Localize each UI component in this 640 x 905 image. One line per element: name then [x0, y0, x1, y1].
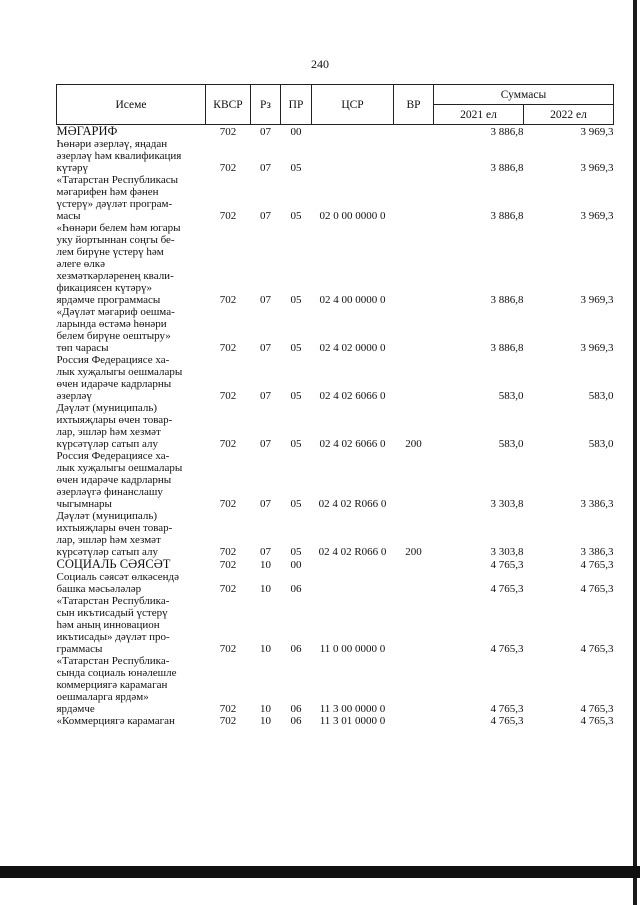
row-name [57, 558, 206, 571]
cell-rz: 07 [260, 546, 271, 558]
cell-vr [394, 655, 434, 715]
cell-csr: 02 4 02 0000 0 [319, 342, 386, 354]
row-name-line: лем бирүне үстерү һәм [56, 246, 164, 258]
cell-pr: 06 [290, 715, 302, 727]
header-year-2022: 2022 ел [524, 105, 614, 125]
table-row [57, 306, 614, 354]
cell-y2022: 583,0 [588, 390, 614, 402]
header-vr: ВР [394, 85, 434, 125]
cell-vr [394, 571, 434, 595]
cell-rz: 07 [260, 438, 271, 450]
row-name-line: өчен идарәче кадрларны [56, 474, 172, 486]
row-name-line: ихтыяҗлары өчен товар- [56, 522, 173, 534]
cell-vr [394, 354, 434, 402]
cell-kvsr: 702 [219, 559, 237, 571]
cell-y2022: 4 765,3 [580, 643, 614, 655]
cell-csr: 02 4 02 6066 0 [319, 390, 386, 402]
cell-y2021: 3 886,8 [490, 210, 524, 222]
row-name-line: МӘГАРИФ [56, 124, 118, 138]
cell-vr: 200 [405, 438, 422, 450]
cell-vr [394, 174, 434, 222]
scan-edge-bottom [0, 866, 640, 878]
row-name-line: сында социаль юнәлешле [56, 667, 177, 679]
cell-pr: 05 [290, 294, 302, 306]
cell-kvsr: 702 [219, 210, 237, 222]
cell-y2022: 4 765,3 [580, 559, 614, 571]
cell-pr: 00 [290, 126, 302, 138]
cell-kvsr: 702 [219, 643, 237, 655]
row-name-line: күрсәтүләр сатып алу [56, 438, 158, 450]
row-name-line: чыгымнары [56, 498, 112, 510]
header-pr: ПР [281, 85, 312, 125]
cell-y2021: 4 765,3 [490, 703, 524, 715]
header-name: Исеме [57, 85, 206, 125]
row-name-line: сын икътисадый үстерү [56, 607, 168, 619]
scan-edge-right [633, 0, 637, 905]
table-row [57, 354, 614, 402]
cell-rz: 07 [260, 342, 271, 354]
cell-csr [312, 571, 394, 595]
budget-table [56, 84, 614, 727]
cell-csr: 02 4 00 0000 0 [319, 294, 386, 306]
row-name-line: әзерләү һәм квалификация [56, 150, 182, 162]
cell-rz: 07 [260, 498, 271, 510]
cell-vr [394, 222, 434, 306]
row-name-line: лар, эшләр һәм хезмәт [56, 534, 161, 546]
row-name-line: мәгарифен һәм фәнен [56, 186, 159, 198]
cell-y2022: 4 765,3 [580, 703, 614, 715]
row-name-line: «Татарстан Республикасы [56, 174, 178, 186]
table-row [57, 222, 614, 306]
row-name-line: лык хуҗалыгы оешмалары [56, 366, 183, 378]
cell-pr: 05 [290, 498, 302, 510]
row-name-line: ларында өстәмә һөнәри [56, 318, 167, 330]
row-name [57, 655, 206, 715]
row-name-line: күтәрү [56, 162, 89, 174]
cell-pr: 05 [290, 342, 302, 354]
cell-csr: 02 4 02 R066 0 [318, 498, 387, 510]
cell-pr: 06 [290, 583, 302, 595]
row-name-line: күрсәтүләр сатып алу [56, 546, 158, 558]
cell-kvsr: 702 [219, 703, 237, 715]
table-row [57, 125, 614, 139]
cell-rz: 10 [260, 559, 271, 571]
cell-pr: 06 [290, 643, 302, 655]
row-name [57, 510, 206, 558]
cell-rz: 07 [260, 390, 271, 402]
row-name-line: Россия Федерациясе ха- [56, 354, 170, 366]
table-row [57, 715, 614, 727]
row-name-line: оешмаларга ярдәм» [56, 691, 149, 703]
cell-csr [312, 558, 394, 571]
cell-pr: 00 [290, 559, 302, 571]
cell-y2021: 583,0 [498, 438, 524, 450]
cell-csr [312, 125, 394, 139]
cell-kvsr: 702 [219, 162, 237, 174]
cell-y2021: 4 765,3 [490, 583, 524, 595]
cell-y2021: 4 765,3 [490, 559, 524, 571]
cell-pr: 05 [290, 210, 302, 222]
row-name-line: башка мәсьәләләр [56, 583, 142, 595]
cell-pr: 05 [290, 162, 302, 174]
row-name-line: хезмәткәрләренең квали- [56, 270, 174, 282]
table-row [57, 655, 614, 715]
cell-kvsr: 702 [219, 498, 237, 510]
cell-csr: 11 3 00 0000 0 [319, 703, 386, 715]
cell-y2022: 3 969,3 [580, 342, 614, 354]
cell-vr [394, 450, 434, 510]
row-name-line: төп чарасы [56, 342, 109, 354]
table-row [57, 558, 614, 571]
row-name-line: әзерләү [56, 390, 92, 402]
cell-rz: 10 [260, 643, 271, 655]
cell-rz: 07 [260, 294, 271, 306]
table-row [57, 571, 614, 595]
row-name-line: «Һөнәри белем һәм югары [56, 222, 181, 234]
cell-vr: 200 [405, 546, 422, 558]
table-row [57, 510, 614, 558]
table-row [57, 595, 614, 655]
header-kvsr: КВСР [206, 85, 251, 125]
cell-vr [394, 125, 434, 139]
cell-y2021: 3 886,8 [490, 342, 524, 354]
cell-y2021: 4 765,3 [490, 715, 524, 727]
row-name-line: уку йортыннан соңгы бе- [56, 234, 175, 246]
table-body [57, 125, 614, 728]
row-name-line: әлеге өлкә [56, 258, 105, 270]
row-name-line: Социаль сәясәт өлкәсендә [56, 571, 179, 583]
row-name [57, 125, 206, 139]
row-name-line: «Коммерциягә карамаган [56, 715, 175, 727]
row-name-line: «Дәүләт мәгариф оешма- [56, 306, 175, 318]
cell-y2022: 3 969,3 [580, 294, 614, 306]
row-name-line: граммасы [56, 643, 103, 655]
row-name [57, 402, 206, 450]
cell-rz: 10 [260, 583, 271, 595]
cell-y2021: 3 303,8 [490, 546, 524, 558]
cell-rz: 07 [260, 162, 271, 174]
row-name-line: һәм аның инновацион [56, 619, 160, 631]
cell-vr [394, 595, 434, 655]
row-name-line: ярдәмче программасы [56, 294, 161, 306]
cell-rz: 10 [260, 715, 271, 727]
cell-y2022: 3 386,3 [580, 546, 614, 558]
row-name-line: белем бирүне оештыру» [56, 330, 171, 342]
cell-kvsr: 702 [219, 390, 237, 402]
header-csr: ЦСР [312, 85, 394, 125]
row-name [57, 354, 206, 402]
cell-csr: 02 4 02 R066 0 [318, 546, 387, 558]
cell-kvsr: 702 [219, 546, 237, 558]
cell-kvsr: 702 [219, 126, 237, 138]
row-name-line: Россия Федерациясе ха- [56, 450, 170, 462]
cell-vr [394, 306, 434, 354]
table-row [57, 174, 614, 222]
cell-y2022: 3 969,3 [580, 126, 614, 138]
row-name-line: масы [56, 210, 81, 222]
row-name [57, 595, 206, 655]
cell-y2021: 3 886,8 [490, 162, 524, 174]
cell-y2021: 3 303,8 [490, 498, 524, 510]
cell-pr: 05 [290, 438, 302, 450]
cell-csr: 02 4 02 6066 0 [319, 438, 386, 450]
cell-y2022: 3 969,3 [580, 162, 614, 174]
cell-y2022: 3 386,3 [580, 498, 614, 510]
row-name-line: «Татарстан Республика- [56, 655, 170, 667]
row-name [57, 450, 206, 510]
row-name-line: «Татарстан Республика- [56, 595, 170, 607]
row-name-line: Дәүләт (муниципаль) [56, 402, 158, 414]
cell-kvsr: 702 [219, 715, 237, 727]
row-name-line: үстерү» дәүләт програм- [56, 198, 173, 210]
row-name-line: лар, эшләр һәм хезмәт [56, 426, 161, 438]
cell-pr: 06 [290, 703, 302, 715]
row-name-line: өчен идарәче кадрларны [56, 378, 172, 390]
cell-rz: 07 [260, 210, 271, 222]
cell-y2022: 4 765,3 [580, 583, 614, 595]
cell-kvsr: 702 [219, 342, 237, 354]
table-row [57, 450, 614, 510]
row-name-line: фикациясен күтәрү» [56, 282, 152, 294]
cell-y2022: 3 969,3 [580, 210, 614, 222]
cell-csr: 11 0 00 0000 0 [319, 643, 386, 655]
row-name [57, 715, 206, 727]
cell-rz: 10 [260, 703, 271, 715]
row-name-line: икътисады» дәүләт про- [56, 631, 170, 643]
cell-y2021: 3 886,8 [490, 126, 524, 138]
header-year-2021: 2021 ел [434, 105, 524, 125]
cell-y2021: 4 765,3 [490, 643, 524, 655]
cell-vr [394, 138, 434, 174]
table-row [57, 138, 614, 174]
row-name-line: Һөнәри әзерләү, яңадан [56, 138, 168, 150]
row-name-line: Дәүләт (муниципаль) [56, 510, 158, 522]
row-name-line: ярдәмче [56, 703, 95, 715]
cell-y2022: 4 765,3 [580, 715, 614, 727]
cell-y2021: 3 886,8 [490, 294, 524, 306]
header-rz: Рз [251, 85, 281, 125]
page-number: 240 [311, 57, 329, 71]
row-name [57, 174, 206, 222]
cell-pr: 05 [290, 390, 302, 402]
row-name [57, 138, 206, 174]
cell-rz: 07 [260, 126, 271, 138]
cell-kvsr: 702 [219, 294, 237, 306]
table-row [57, 402, 614, 450]
cell-y2021: 583,0 [498, 390, 524, 402]
row-name-line: лык хуҗалыгы оешмалары [56, 462, 183, 474]
row-name-line: СОЦИАЛЬ СӘЯСӘТ [56, 557, 171, 571]
row-name [57, 222, 206, 306]
cell-csr [312, 138, 394, 174]
row-name-line: әзерләүгә финанслашу [56, 486, 163, 498]
cell-y2022: 583,0 [588, 438, 614, 450]
cell-csr: 11 3 01 0000 0 [319, 715, 386, 727]
cell-kvsr: 702 [219, 438, 237, 450]
row-name [57, 571, 206, 595]
cell-vr [394, 558, 434, 571]
row-name-line: ихтыяҗлары өчен товар- [56, 414, 173, 426]
cell-csr: 02 0 00 0000 0 [319, 210, 386, 222]
cell-kvsr: 702 [219, 583, 237, 595]
header-sums: Суммасы [434, 85, 614, 105]
row-name [57, 306, 206, 354]
cell-vr [394, 715, 434, 727]
row-name-line: коммерциягә карамаган [56, 679, 168, 691]
cell-pr: 05 [290, 546, 302, 558]
